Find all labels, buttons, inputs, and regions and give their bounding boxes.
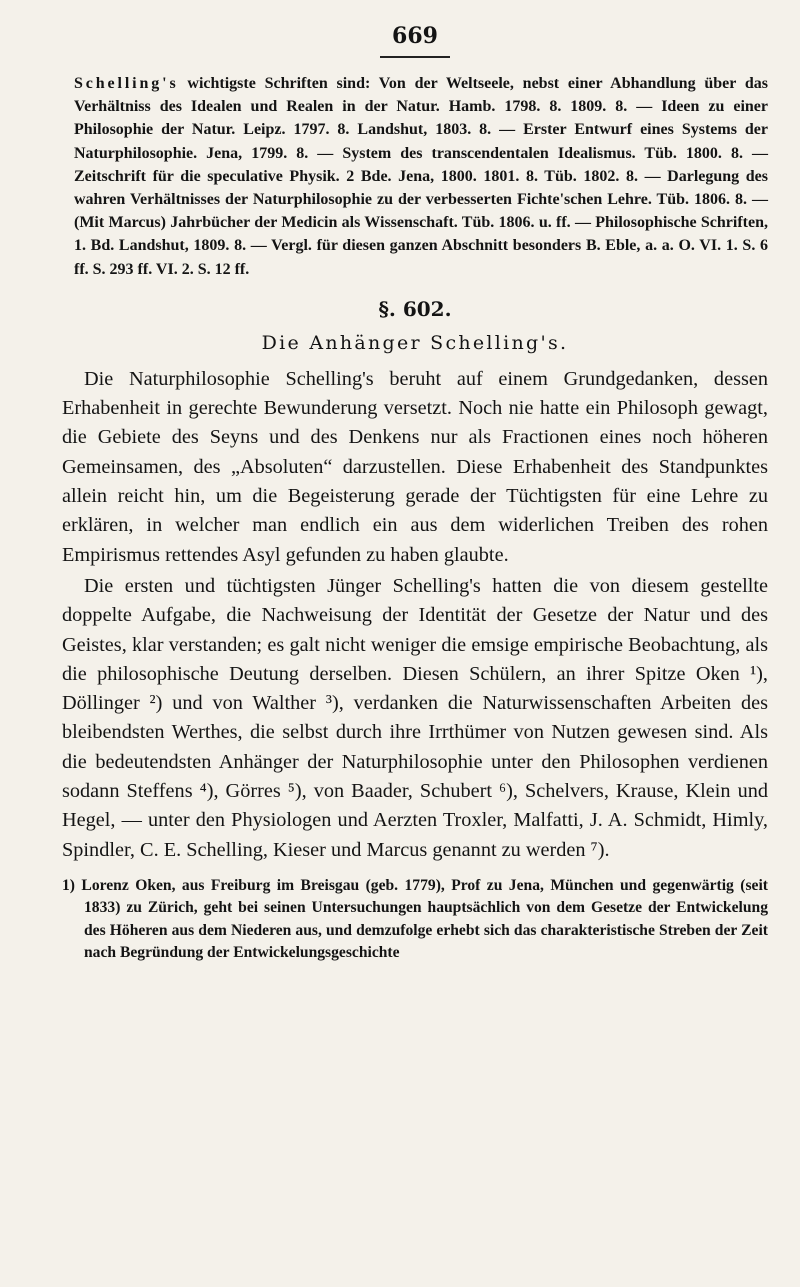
footnote-1: 1) Lorenz Oken, aus Freiburg im Breisgau (geb. 1779), Prof zu Jena, München und gegenwärtig (seit 1833) zu Zürich, geht bei seinen Untersuchungen hauptsächlich von dem Gesetze der Entwickelung des Höheren aus dem Niederen aus, und demzufolge erhebt sich das charakteristische Streben der Zeit nach Begründung der Entwickelungsgeschichte xyxy=(62,876,768,962)
book-page xyxy=(62,22,768,1272)
bibliography-author: Schelling's xyxy=(74,75,179,92)
page-number: 669 xyxy=(392,23,438,49)
paragraph-2: Die ersten und tüchtigsten Jünger Schelling's hatten die von diesem gestellte doppelte Aufgabe, die Nachweisung der Identität der Gesetze der Natur und des Geistes, klar verstanden; es galt nicht weniger die emsige empirische Beobachtung, als die philosophische Deutung derselben. Diesen Schülern, an ihrer Spitze Oken ¹), Döllinger ²) und von Walther ³), verdanken die Naturwissenschaften Arbeiten des bleibendsten Werthes, die selbst durch ihre Irrthümer von Nutzen gewesen sind. Als die bedeutendsten Anhänger der Naturphilosophie unter den Philosophen verdienen sodann Steffens ⁴), Görres ⁵), von Baader, Schubert ⁶), Schelvers, Krause, Klein und Hegel, — unter den Physiologen und Aerzten Troxler, Malfatti, J. A. Schmidt, Himly, Spindler, C. E. Schelling, Kieser und Marcus genannt zu werden ⁷). xyxy=(62,574,768,861)
header-rule xyxy=(380,56,450,58)
bibliography-note xyxy=(74,72,768,281)
paragraph-1: Die Naturphilosophie Schelling's beruht auf einem Grundgedanken, dessen Erhabenheit in gerechte Bewunderung versetzt. Noch nie hatte ein Philosoph gewagt, die Gebiete des Seyns und des Denkens nur als Fractionen eines noch höheren Gemeinsamen, des „Absoluten“ darzustellen. Diese Erhabenheit des Standpunktes allein reicht hin, um die Begeisterung gerade der Tüchtigsten für eine Lehre zu erklären, in welcher man endlich ein aus dem widerlichen Treiben des rohen Empirismus rettendes Asyl gefunden zu haben glaubte. xyxy=(62,367,768,566)
section-number: §. 602. xyxy=(378,296,452,321)
bibliography-text: wichtigste Schriften sind: Von der Weltseele, nebst einer Abhandlung über das Verhältniss des Idealen und Realen in der Natur. Hamb. 1798. 8. 1809. 8. — Ideen zu einer Philosophie der Natur. Leipz. 1797. 8. Landshut, 1803. 8. — Erster Entwurf eines Systems der Naturphilosophie. Jena, 1799. 8. — System des transcendentalen Idealismus. Tüb. 1800. 8. — Zeitschrift für die speculative Physik. 2 Bde. Jena, 1800. 1801. 8. Tüb. 1802. 8. — Darlegung des wahren Verhältnisses der Naturphilosophie zu der verbesserten Fichte'schen Lehre. Tüb. 1806. 8. — (Mit Marcus) Jahrbücher der Medicin als Wissenschaft. Tüb. 1806. u. ff. — Philosophische Schriften, 1. Bd. Landshut, 1809. 8. — Vergl. für diesen ganzen Abschnitt besonders B. Eble, a. a. O. VI. 1. S. 6 ff. S. 293 ff. VI. 2. S. 12 ff. xyxy=(74,75,768,278)
section-title: Die Anhänger Schelling's. xyxy=(261,331,569,354)
body-text xyxy=(62,365,768,865)
